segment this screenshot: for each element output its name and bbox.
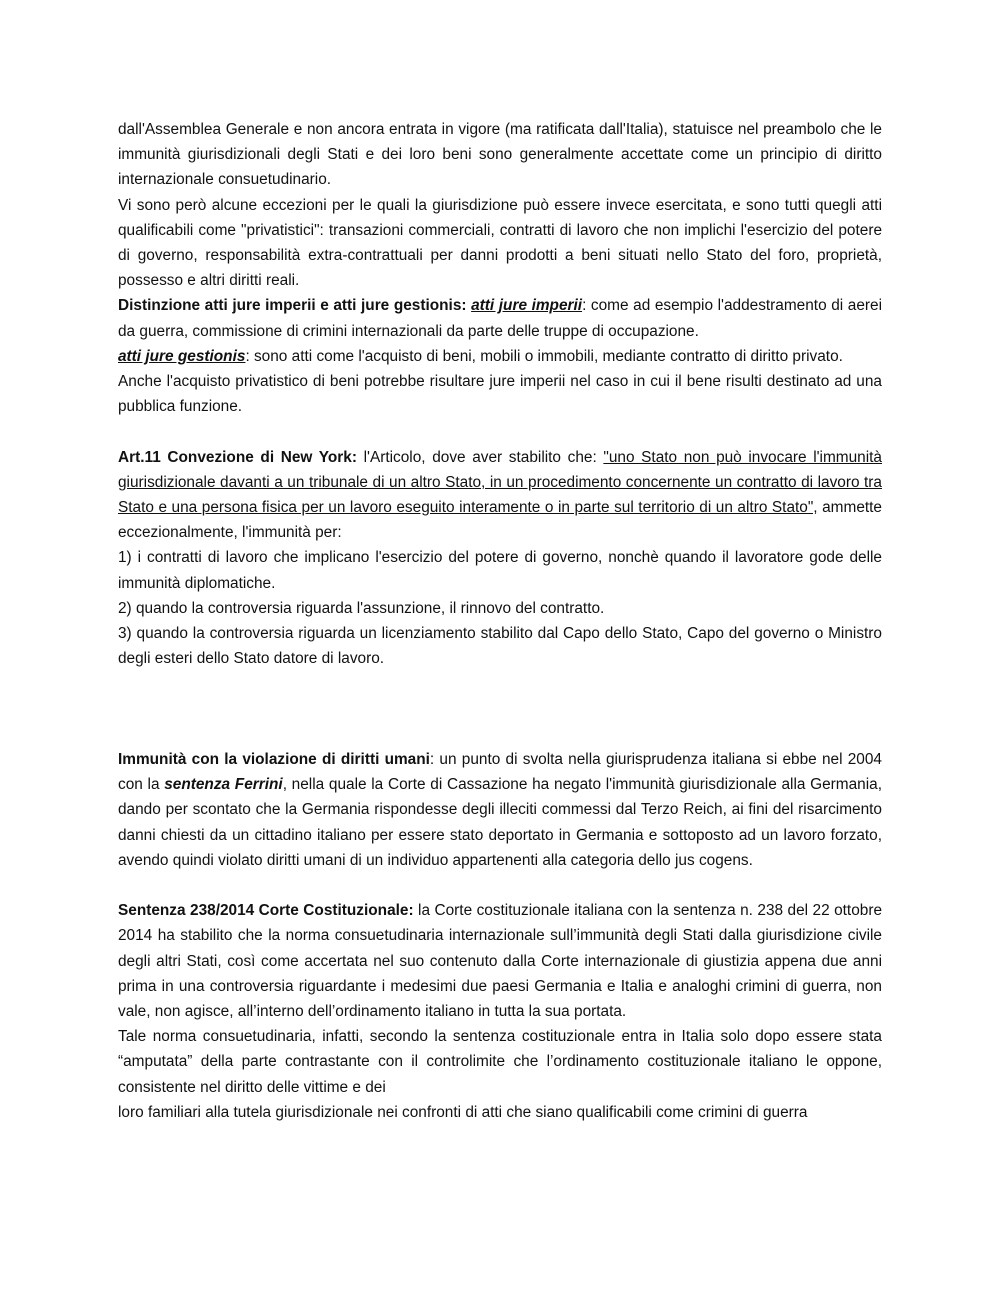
paragraph-sentenza-238	[118, 898, 882, 1024]
spacer	[118, 671, 882, 721]
paragraph-art11	[118, 445, 882, 546]
list-item: 3) quando la controversia riguarda un licenziamento stabilito dal Capo dello Stato, Capo del governo o Ministro degli esteri dello Stato datore di lavoro.	[118, 625, 882, 668]
sentenza-heading: Sentenza 238/2014 Corte Costituzionale:	[118, 902, 414, 920]
paragraph-assemblea: dall'Assemblea Generale e non ancora entrata in vigore (ma ratificata dall'Italia), statuisce nel preambolo che le immunità giurisdizionali degli Stati e dei loro beni sono generalmente accettate come un principio di diritto internazionale consuetudinario.	[118, 121, 882, 189]
term-jure-gestionis: atti jure gestionis	[118, 347, 246, 365]
spacer	[118, 419, 882, 444]
jure-imperii-text: : come ad esempio l'addestramento di aerei da guerra, commissione di crimini internazionali da parte delle truppe di occupazione.	[118, 297, 883, 340]
term-jure-imperii: atti jure imperii	[471, 297, 583, 315]
diritti-text1: : un punto di svolta nella giurisprudenza italiana si ebbe nel 2004 con la	[118, 751, 882, 794]
jure-gestionis-text: : sono atti come l'acquisto di beni, mobili o immobili, mediante contratto di diritto privato.	[245, 347, 843, 365]
diritti-heading: Immunità con la violazione di diritti umani	[118, 751, 430, 769]
paragraph-tale-norma: Tale norma consuetudinaria, infatti, secondo la sentenza costituzionale entra in Italia solo dopo essere stata “amputata” della parte contrastante con il controlimite che l’ordinamento costituzionale italiano le oppone, consistente nel diritto delle vittime e dei	[118, 1028, 882, 1096]
art11-tail: ammette eccezionalmente, l'immunità per:	[118, 499, 882, 542]
spacer	[118, 722, 882, 747]
art11-heading: Art.11 Convezione di New York:	[118, 448, 357, 466]
paragraph-distinzione	[118, 293, 882, 343]
term-sentenza-ferrini: sentenza Ferrini	[164, 776, 283, 794]
diritti-text2: , nella quale la Corte di Cassazione ha negato l'immunità giurisdizionale alla Germania, dando per scontato che la Germania rispondesse degli illeciti commessi dal Terzo Reich, ai fini del risarcimento danni chiesti da un cittadino italiano per essere stato deportato in Germania e sottoposto ad un lavoro forzato, avendo quindi violato diritti umani di un individuo appartenenti alla categoria dello jus cogens.	[118, 776, 882, 869]
paragraph-acquisto: Anche l'acquisto privatistico di beni potrebbe risultare jure imperii nel caso in cui il bene risulti destinato ad una pubblica funzione.	[118, 373, 882, 416]
paragraph-familiari: loro familiari alla tutela giurisdizionale nei confronti di atti che siano qualificabili come crimini di guerra	[118, 1103, 808, 1121]
paragraph-diritti-umani	[118, 747, 882, 873]
spacer	[118, 873, 882, 898]
document-body	[118, 117, 882, 1125]
paragraph-jure-gestionis	[118, 344, 882, 369]
list-item: 2) quando la controversia riguarda l'assunzione, il rinnovo del contratto.	[118, 599, 605, 617]
sentenza-text: la Corte costituzionale italiana con la sentenza n. 238 del 22 ottobre 2014 ha stabilito che la norma consuetudinaria internazionale sull’immunità degli Stati dalla giurisdizione civile degli altri Stati, così come accertata nel suo contenuto dalla Corte internazionale di giustizia appena due anni prima in una controversia riguardante i medesimi due paesi Germania e Italia e analoghi crimini di guerra, non vale, non agisce, all’interno dell’ordinamento italiano in tutta la sua portata.	[118, 902, 883, 1021]
paragraph-eccezioni: Vi sono però alcune eccezioni per le quali la giurisdizione può essere invece esercitata, e sono tutti quegli atti qualificabili come "privatistici": transazioni commerciali, contratti di lavoro che non implichi l'esercizio del potere di governo, responsabilità extra-contrattuali per danni prodotti a beni situati nello Stato del foro, proprietà, possesso e altri diritti reali.	[118, 196, 882, 290]
art11-quote: "uno Stato non può invocare l'immunità giurisdizionale davanti a un tribunale di un altro Stato, in un procedimento concernente un contratto di lavoro tra Stato e una persona fisica per un lavoro eseguito interamente o in parte sul territorio di un altro Stato",	[118, 448, 882, 517]
art11-lead: l'Articolo, dove aver stabilito che:	[356, 448, 604, 466]
distinzione-heading: Distinzione atti jure imperii e atti jure gestionis:	[118, 297, 467, 315]
list-item: 1) i contratti di lavoro che implicano l'esercizio del potere di governo, nonchè quando il lavoratore gode delle immunità diplomatiche.	[118, 549, 882, 592]
